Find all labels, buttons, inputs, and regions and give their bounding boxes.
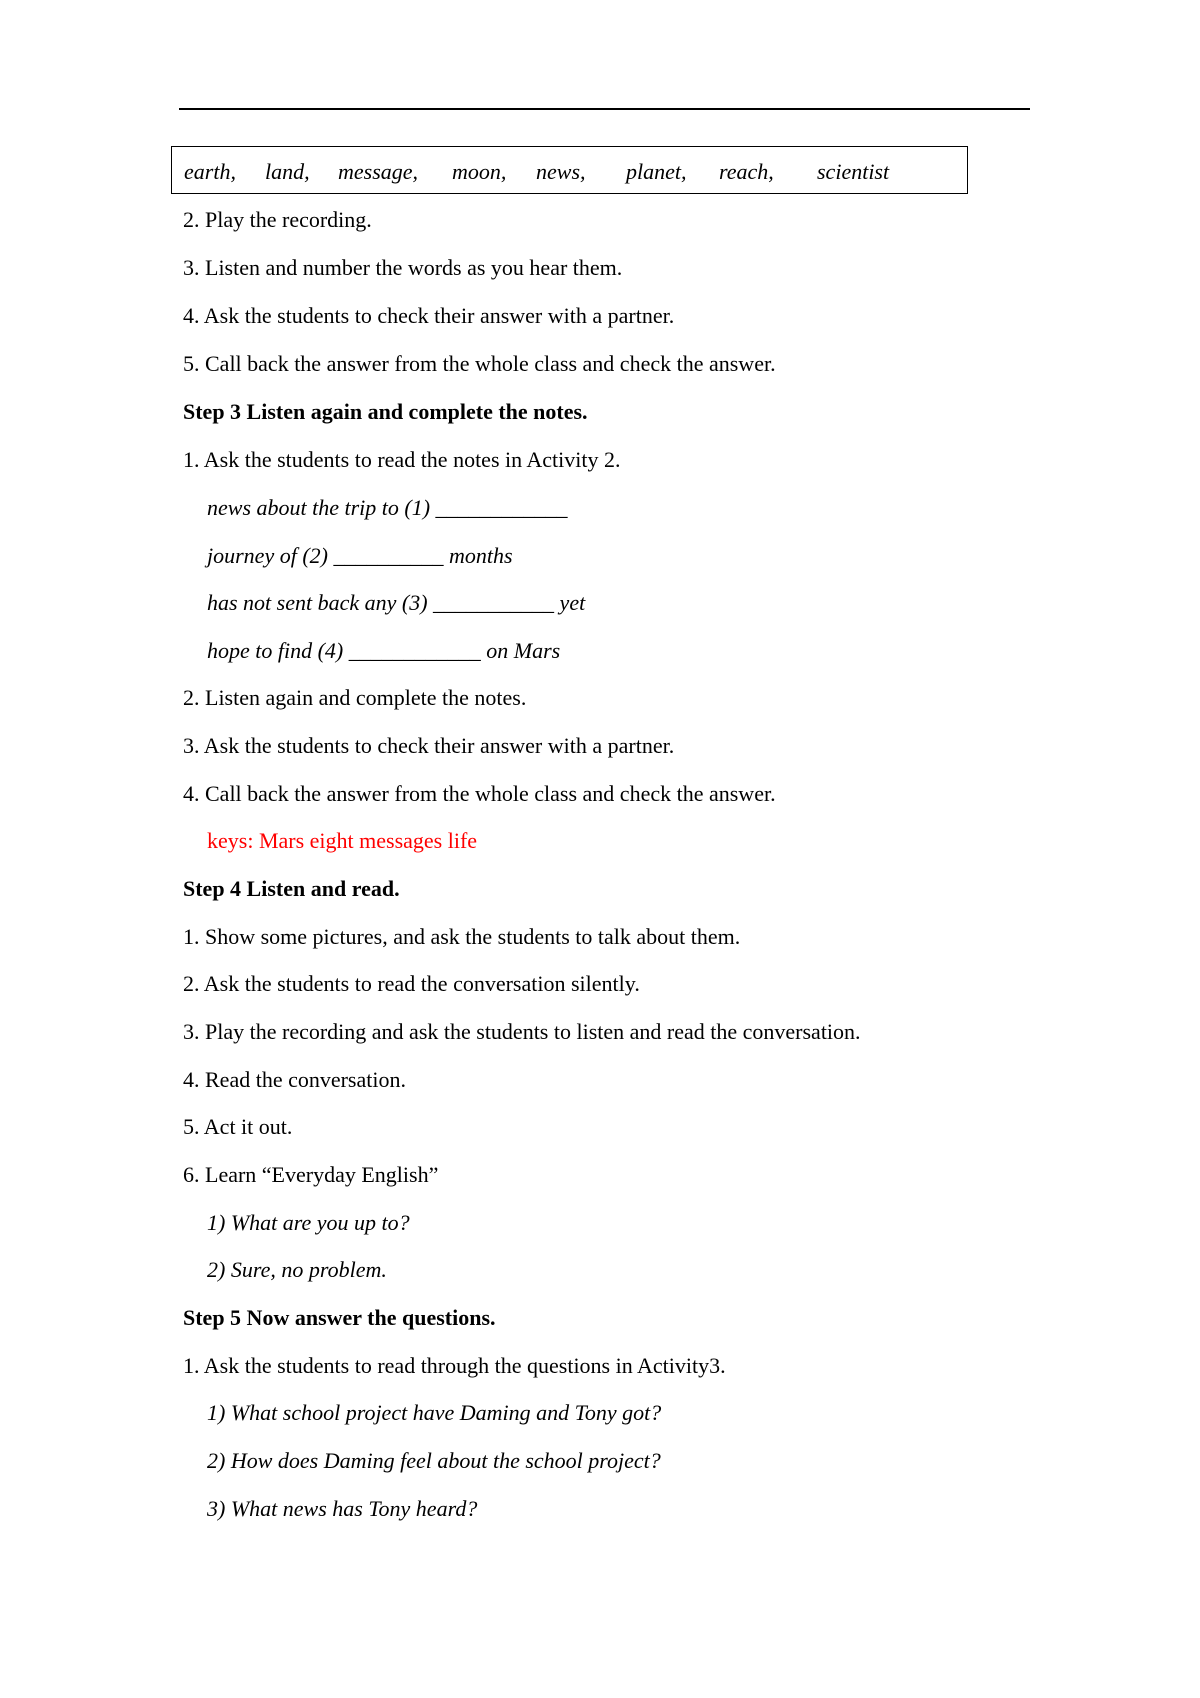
word-bank-item: moon,	[452, 159, 507, 184]
step3-keys: keys: Mars eight messages life	[207, 828, 478, 853]
step3-note: journey of (2) __________ months	[207, 543, 513, 568]
step3-heading: Step 3 Listen again and complete the notes.	[183, 399, 588, 424]
step4-item: 2. Ask the students to read the conversation silently.	[183, 971, 640, 996]
step3-item: 2. Listen again and complete the notes.	[183, 685, 527, 710]
step4-item: 1. Show some pictures, and ask the students to talk about them.	[183, 924, 741, 949]
step4-item: 4. Read the conversation.	[183, 1067, 406, 1092]
step4-phrase: 1) What are you up to?	[207, 1210, 410, 1235]
step5-intro: 1. Ask the students to read through the questions in Activity3.	[183, 1353, 726, 1378]
step4-phrase: 2) Sure, no problem.	[207, 1257, 387, 1282]
word-bank-item: land,	[265, 159, 310, 184]
word-bank-item: news,	[536, 159, 586, 184]
step4-item: 5. Act it out.	[183, 1114, 293, 1139]
step3-item: 4. Call back the answer from the whole class and check the answer.	[183, 781, 776, 806]
word-bank-item: message,	[338, 159, 419, 184]
step4-heading: Step 4 Listen and read.	[183, 876, 400, 901]
word-bank-item: earth,	[184, 159, 236, 184]
step3-item: 3. Ask the students to check their answer with a partner.	[183, 733, 675, 758]
step3-intro: 1. Ask the students to read the notes in Activity 2.	[183, 447, 621, 472]
step3-note: hope to find (4) ____________ on Mars	[207, 638, 561, 663]
step5-heading: Step 5 Now answer the questions.	[183, 1305, 496, 1330]
word-bank-item: reach,	[719, 159, 774, 184]
step4-item: 6. Learn “Everyday English”	[183, 1162, 439, 1187]
word-bank-box	[171, 146, 968, 194]
step2-item: 2. Play the recording.	[183, 207, 372, 232]
step5-question: 2) How does Daming feel about the school project?	[207, 1448, 661, 1473]
step4-item: 3. Play the recording and ask the students to listen and read the conversation.	[183, 1019, 861, 1044]
step2-item: 3. Listen and number the words as you hear them.	[183, 255, 623, 280]
step5-question: 3) What news has Tony heard?	[207, 1496, 478, 1521]
header-rule	[179, 108, 1030, 110]
step2-item: 5. Call back the answer from the whole class and check the answer.	[183, 351, 776, 376]
step3-note: has not sent back any (3) ___________ yet	[207, 590, 586, 615]
step2-item: 4. Ask the students to check their answer with a partner.	[183, 303, 675, 328]
word-bank-item: planet,	[626, 159, 687, 184]
word-bank-item: scientist	[817, 159, 890, 184]
step3-note: news about the trip to (1) ____________	[207, 495, 568, 520]
step5-question: 1) What school project have Daming and Tony got?	[207, 1400, 662, 1425]
